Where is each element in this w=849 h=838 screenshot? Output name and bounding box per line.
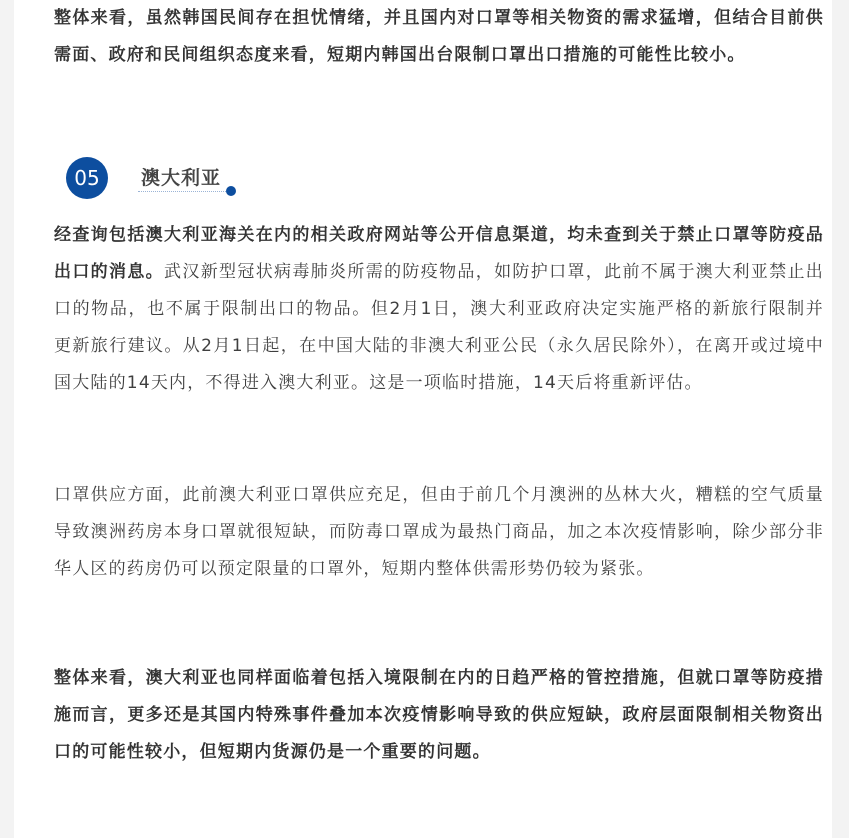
paragraph-australia-customs xyxy=(54,217,824,402)
section-title: 澳大利亚 xyxy=(141,167,222,189)
section-header-australia xyxy=(66,157,266,203)
section-number-badge: 05 xyxy=(66,157,108,199)
paragraph-bold-lead: 经查询包括澳大利亚海关在内的相关政府网站等公开信息渠道，均未查到关于禁止口罩等防疫品出口的消息。 xyxy=(54,225,824,282)
article-card xyxy=(14,0,832,838)
paragraph-australia-summary: 整体来看，澳大利亚也同样面临着包括入境限制在内的日趋严格的管控措施，但就口罩等防疫措施而言，更多还是其国内特殊事件叠加本次疫情影响导致的供应短缺，政府层面限制相关物资出口的可能性较小，但短期内货源仍是一个重要的问题。 xyxy=(54,668,824,762)
paragraph-korea-summary: 整体来看，虽然韩国民间存在担忧情绪，并且国内对口罩等相关物资的需求猛增，但结合目前供需面、政府和民间组织态度来看，短期内韩国出台限制口罩出口措施的可能性比较小。 xyxy=(54,8,824,65)
paragraph-body: 武汉新型冠状病毒肺炎所需的防疫物品，如防护口罩，此前不属于澳大利亚禁止出口的物品，也不属于限制出口的物品。但2月1日，澳大利亚政府决定实施严格的新旅行限制并更新旅行建议。从2月1日起，在中国大陆的非澳大利亚公民（永久居民除外），在离开或过境中国大陆的14天内，不得进入澳大利亚。这是一项临时措施，14天后将重新评估。 xyxy=(54,262,825,393)
section-title-dot-icon xyxy=(226,186,236,196)
paragraph-mask-supply: 口罩供应方面，此前澳大利亚口罩供应充足，但由于前几个月澳洲的丛林大火，糟糕的空气质量导致澳洲药房本身口罩就很短缺，而防毒口罩成为最热门商品，加之本次疫情影响，除少部分非华人区的药房仍可以预定限量的口罩外，短期内整体供需形势仍较为紧张。 xyxy=(54,485,824,579)
section-title-underline xyxy=(138,191,230,192)
